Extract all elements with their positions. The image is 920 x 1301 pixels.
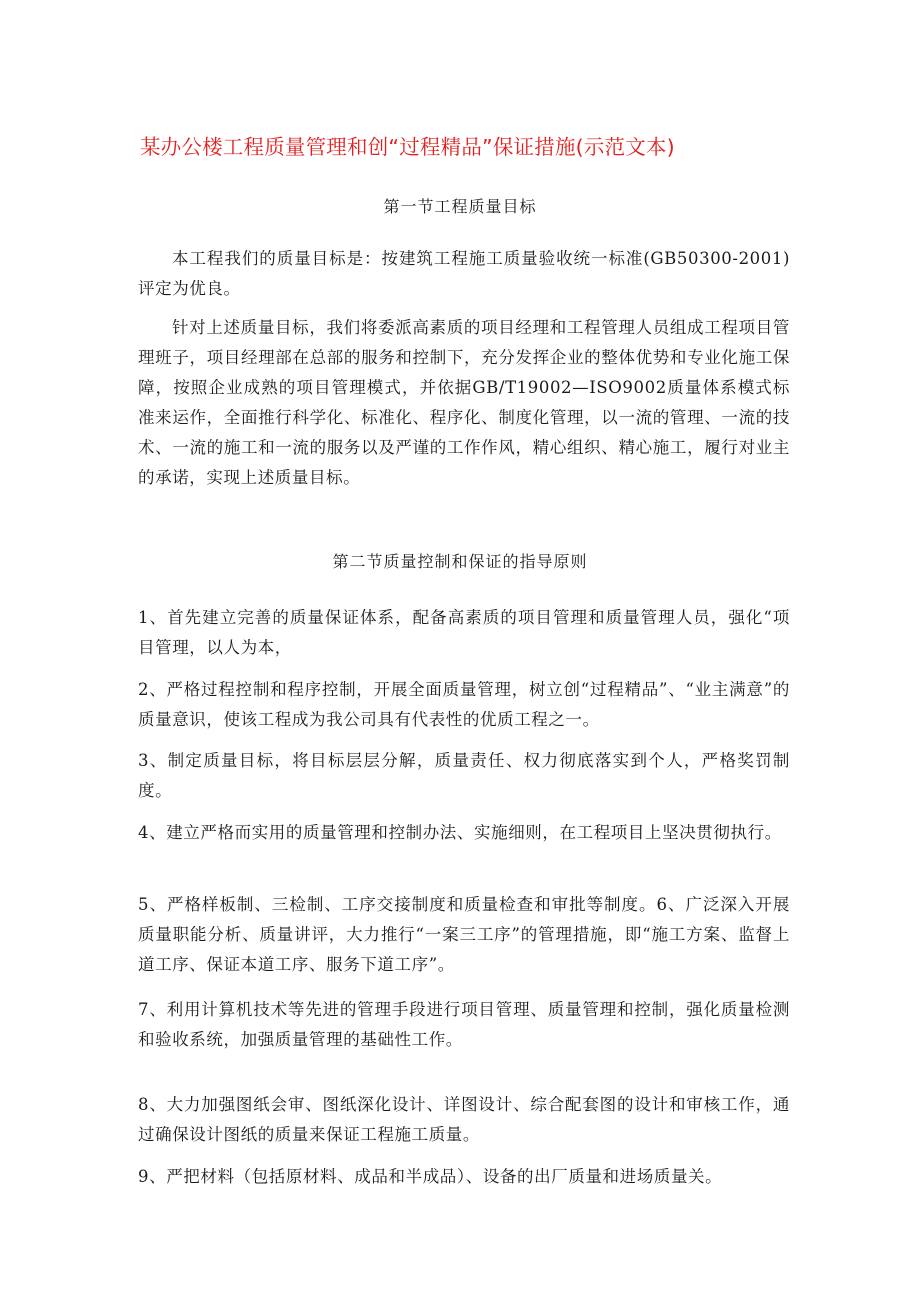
list-item-7: 7、利用计算机技术等先进的管理手段进行项目管理、质量管理和控制，强化质量检测和验收系统，加强质量管理的基础性工作。 bbox=[138, 1000, 790, 1049]
list-item-3: 3、制定质量目标，将目标层层分解，质量责任、权力彻底落实到个人，严格奖罚制度。 bbox=[138, 751, 790, 800]
list-item-5: 5、严格样板制、三检制、工序交接制度和质量检查和审批等制度。6、广泛深入开展质量职能分析、质量讲评，大力推行“一案三工序”的管理措施，即“施工方案、监督上道工序、保证本道工序、服务下道工序”。 bbox=[138, 895, 790, 974]
document-title: 某办公楼工程质量管理和创“过程精品”保证措施(示范文本) bbox=[140, 135, 675, 159]
list-item-2: 2、严格过程控制和程序控制，开展全面质量管理，树立创“过程精品”、“业主满意”的质量意识，使该工程成为我公司具有代表性的优质工程之一。 bbox=[138, 680, 790, 729]
list-item-4: 4、建立严格而实用的质量管理和控制办法、实施细则，在工程项目上坚决贯彻执行。 bbox=[138, 823, 782, 842]
list-item-9: 9、严把材料（包括原材料、成品和半成品）、设备的出厂质量和进场质量关。 bbox=[138, 1167, 723, 1186]
section-1-paragraph-2: 针对上述质量目标，我们将委派高素质的项目经理和工程管理人员组成工程项目管理班子，项目经理部在总部的服务和控制下，充分发挥企业的整体优势和专业化施工保障，按照企业成熟的项目管理模式，并依据GB/T19002—ISO9002质量体系模式标准来运作，全面推行科学化、标准化、程序化、制度化管理，以一流的管理、一流的技术、一流的施工和一流的服务以及严谨的工作作风，精心组织、精心施工，履行对业主的承诺，实现上述质量目标。 bbox=[138, 318, 790, 487]
section-1-heading: 第一节工程质量目标 bbox=[383, 197, 537, 216]
list-item-1: 1、首先建立完善的质量保证体系，配备高素质的项目管理和质量管理人员，强化“项目管理，以人为本， bbox=[138, 608, 790, 657]
section-1-paragraph-1: 本工程我们的质量目标是：按建筑工程施工质量验收统一标准(GB50300-2001)评定为优良。 bbox=[138, 249, 790, 298]
list-item-8: 8、大力加强图纸会审、图纸深化设计、详图设计、综合配套图的设计和审核工作，通过确保设计图纸的质量来保证工程施工质量。 bbox=[138, 1095, 790, 1144]
section-2-heading: 第二节质量控制和保证的指导原则 bbox=[332, 552, 588, 571]
